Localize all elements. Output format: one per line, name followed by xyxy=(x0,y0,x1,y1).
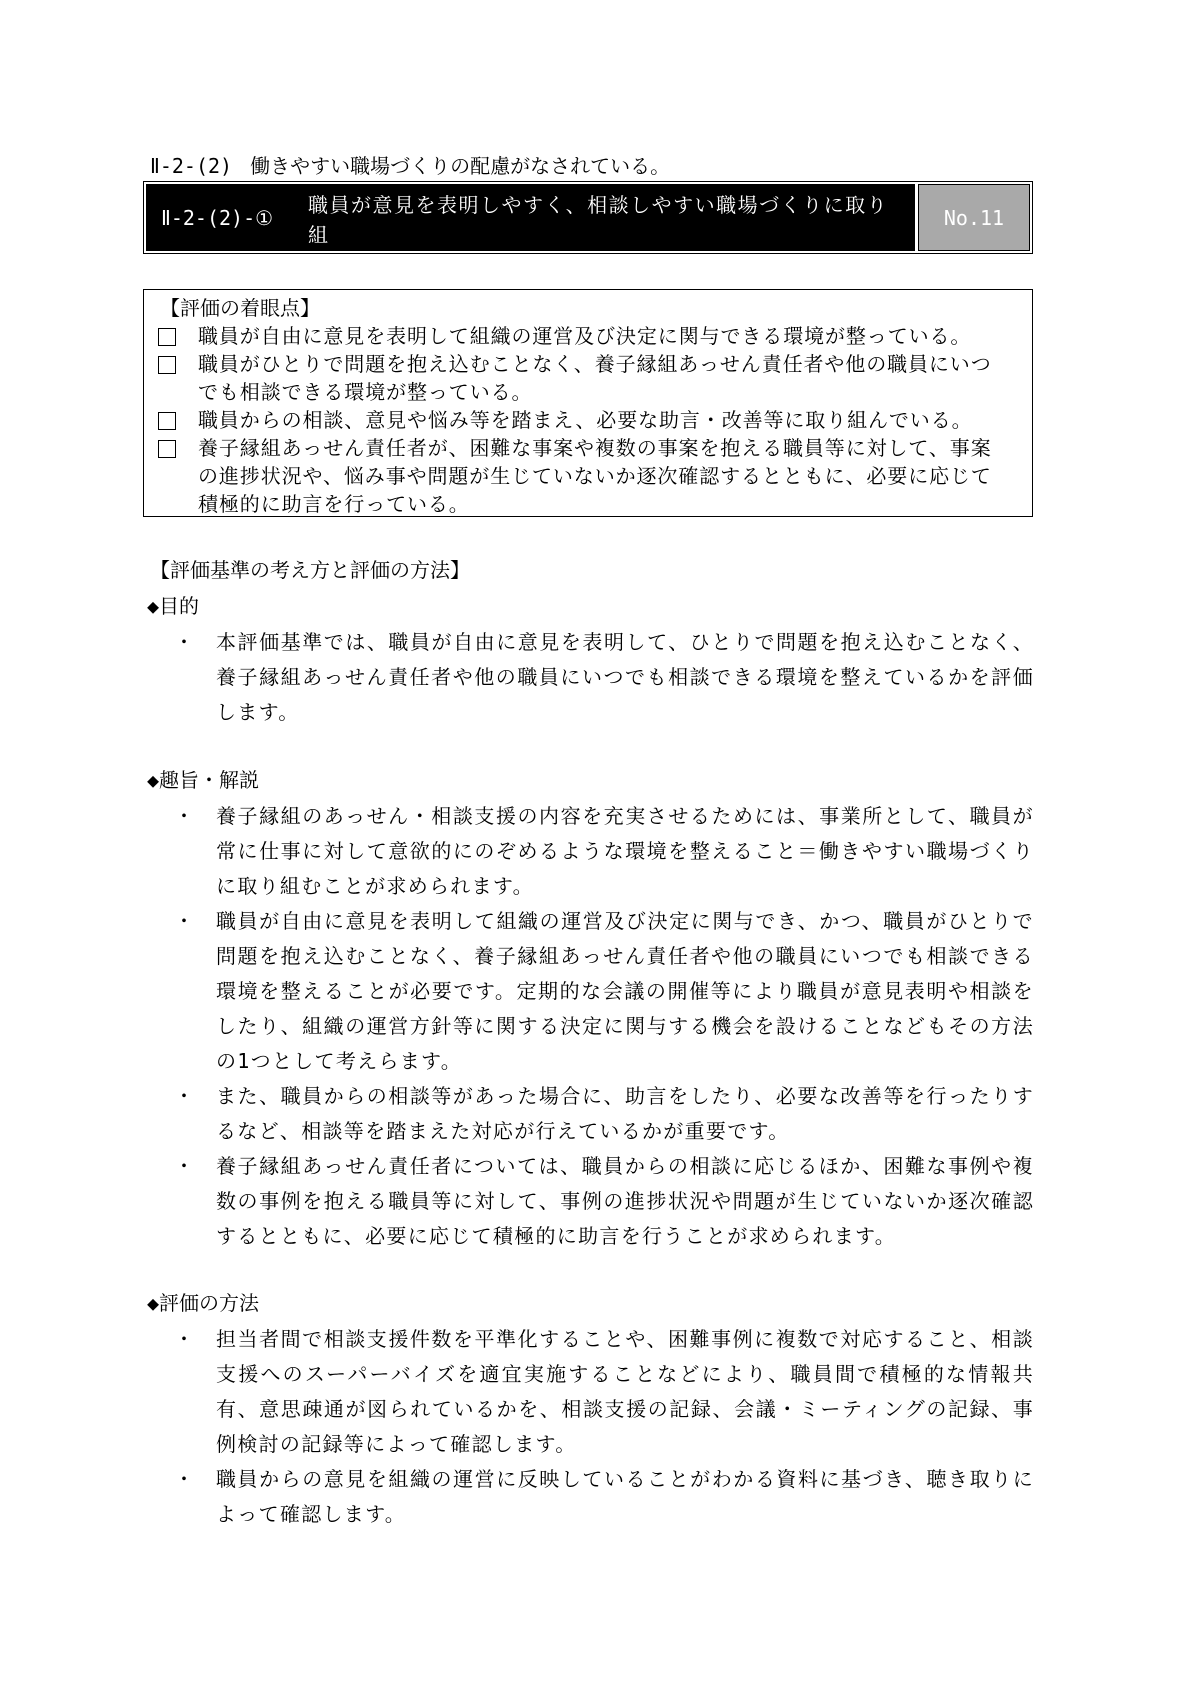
bullet-icon: ・ xyxy=(174,804,194,828)
bullet-text: 養子縁組のあっせん・相談支援の内容を充実させるためには、事業所として、職員が常に仕事に対して意欲的にのぞめるような環境を整えること＝働きやすい職場づくりに取り組むことが求められます。 xyxy=(216,804,1034,898)
checklist-item-line: 積極的に助言を行っている。 xyxy=(198,492,470,516)
bullet-text: 養子縁組あっせん責任者については、職員からの相談に応じるほか、困難な事例や複数の事例を抱える職員等に対して、事例の進捗状況や問題が生じていないか逐次確認するとともに、必要に応じて積極的に助言を行うことが求められます。 xyxy=(216,1154,1034,1248)
bullet-icon: ・ xyxy=(174,1154,194,1178)
bullet-text: 職員が自由に意見を表明して組織の運営及び決定に関与でき、かつ、職員がひとりで問題を抱え込むことなく、養子縁組あっせん責任者や他の職員にいつでも相談できる環境を整えることが必要です。定期的な会議の開催等により職員が意見表明や相談をしたり、組織の運営方針等に関する決定に関与する機会を設けることなどもその方法の1つとして考えらます。 xyxy=(216,909,1034,1073)
bullet-icon: ・ xyxy=(174,630,194,654)
checklist-item-line: の進捗状況や、悩み事や問題が生じていないか逐次確認するとともに、必要に応じて xyxy=(198,464,992,488)
checklist-item-line: 養子縁組あっせん責任者が、困難な事案や複数の事案を抱える職員等に対して、事案 xyxy=(198,436,992,460)
checklist-item xyxy=(154,406,1024,434)
checklist-item-text xyxy=(198,406,1024,434)
intent-heading: ◆趣旨・解説 xyxy=(147,768,260,792)
bullet-text: 職員からの意見を組織の運営に反映していることがわかる資料に基づき、聴き取りによって確認します。 xyxy=(216,1467,1034,1526)
bullet-icon: ・ xyxy=(174,1327,194,1351)
bullet-item xyxy=(172,904,1034,1079)
checkbox-icon xyxy=(158,328,176,346)
intent-bullets xyxy=(172,799,1034,1254)
checklist-item-line: 職員がひとりで問題を抱え込むことなく、養子縁組あっせん責任者や他の職員にいつ xyxy=(198,352,992,376)
checkbox-icon xyxy=(158,412,176,430)
evaluation-points-box xyxy=(143,289,1033,517)
bullet-icon: ・ xyxy=(174,1467,194,1491)
section-heading xyxy=(150,152,670,180)
bullet-icon: ・ xyxy=(174,909,194,933)
purpose-bullets xyxy=(172,625,1034,730)
bullet-item xyxy=(172,1079,1034,1149)
method-heading: ◆評価の方法 xyxy=(147,1291,260,1315)
bullet-text: 担当者間で相談支援件数を平準化することや、困難事例に複数で対応すること、相談支援へのスーパーバイズを適宜実施することなどにより、職員間で積極的な情報共有、意思疎通が図られているかを、相談支援の記録、会議・ミーティングの記録、事例検討の記録等によって確認します。 xyxy=(216,1327,1034,1456)
checklist-item xyxy=(154,434,1024,518)
section-number: Ⅱ-2-(2) xyxy=(150,154,233,178)
checkbox-icon xyxy=(158,440,176,458)
bullet-text: 本評価基準では、職員が自由に意見を表明して、ひとりで問題を抱え込むことなく、養子縁組あっせん責任者や他の職員にいつでも相談できる環境を整えているかを評価します。 xyxy=(216,630,1034,724)
checklist-item-text xyxy=(198,434,1024,518)
criterion-title xyxy=(296,184,915,277)
checkbox-icon xyxy=(158,356,176,374)
checklist-item xyxy=(154,350,1024,406)
evaluation-points-heading: 【評価の着眼点】 xyxy=(160,296,320,320)
bullet-item xyxy=(172,625,1034,730)
method-bullets xyxy=(172,1322,1034,1532)
checklist-item-line: でも相談できる環境が整っている。 xyxy=(198,380,533,404)
criterion-code: Ⅱ-2-(2)-① xyxy=(146,184,296,251)
bullet-item xyxy=(172,1149,1034,1254)
bullet-item xyxy=(172,799,1034,904)
bullet-text: また、職員からの相談等があった場合に、助言をしたり、必要な改善等を行ったりするなど、相談等を踏まえた対応が行えているかが重要です。 xyxy=(216,1084,1034,1143)
criterion-title-inner xyxy=(146,184,915,277)
bullet-item xyxy=(172,1462,1034,1532)
purpose-heading: ◆目的 xyxy=(147,594,200,618)
checklist-item xyxy=(154,322,1024,350)
checklist-item-line: 職員が自由に意見を表明して組織の運営及び決定に関与できる環境が整っている。 xyxy=(198,324,972,348)
criterion-title-line: んでいる。 xyxy=(308,253,416,277)
criterion-title-line: 職員が意見を表明しやすく、相談しやすい職場づくりに取り組 xyxy=(308,193,889,247)
methods-heading: 【評価基準の考え方と評価の方法】 xyxy=(150,558,470,582)
checklist-item-line: 職員からの相談、意見や悩み等を踏まえ、必要な助言・改善等に取り組んでいる。 xyxy=(198,408,973,432)
evaluation-points-list xyxy=(154,322,1024,518)
criterion-title-box xyxy=(143,181,1033,277)
section-title: 働きやすい職場づくりの配慮がなされている。 xyxy=(250,154,671,178)
bullet-icon: ・ xyxy=(174,1084,194,1108)
checklist-item-text xyxy=(198,322,1024,350)
criterion-number: No.11 xyxy=(918,184,1030,251)
bullet-item xyxy=(172,1322,1034,1462)
checklist-item-text xyxy=(198,350,1024,406)
